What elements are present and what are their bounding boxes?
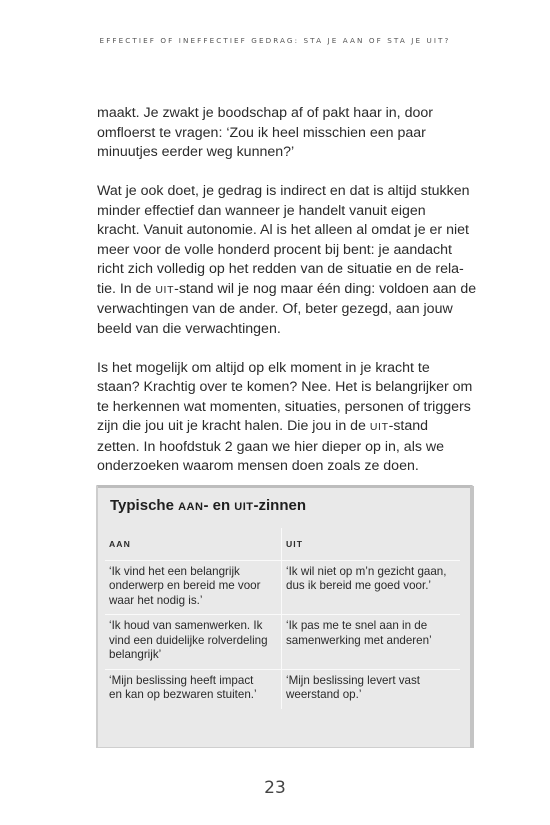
paragraph-2 <box>97 182 477 339</box>
cell-line: ‘Ik houd van samenwerken. Ik <box>109 619 263 632</box>
cell-line: weerstand op.’ <box>286 688 362 701</box>
text-line: Wat je ook doet, je gedrag is indirect en dat is altijd stukken <box>97 183 470 199</box>
text-line: verwachtingen van de ander. Of, beter gezegd, aan jouw <box>97 301 453 317</box>
table-row <box>105 669 460 709</box>
text-line: minuutjes eerder weg kunnen?’ <box>97 144 295 160</box>
table-row <box>105 560 460 615</box>
text-fragment: -stand <box>388 418 429 434</box>
column-header-uit: UIT <box>286 539 304 549</box>
small-caps-uit: UIT <box>369 421 389 433</box>
title-fragment: Typische <box>110 497 179 514</box>
text-line: staan? Krachtig over te komen? Nee. Het is belangrijker om <box>97 379 473 395</box>
table-cell-aan <box>105 670 282 709</box>
title-fragment: - en <box>203 497 235 514</box>
text-line: minder effectief dan wanneer je handelt vanuit eigen <box>97 202 426 219</box>
cell-line: onderwerp en bereid me voor <box>109 579 261 592</box>
text-line <box>97 280 477 301</box>
table-cell-uit <box>282 561 459 615</box>
text-fragment: zijn die jou uit je kracht halen. Die jou in de <box>97 418 370 434</box>
title-fragment: -zinnen <box>253 497 307 514</box>
cell-line: belangrijk’ <box>109 648 162 661</box>
table-header-row <box>105 528 460 560</box>
cell-line: waar het nodig is.’ <box>109 593 203 607</box>
cell-line: ‘Ik wil niet op m’n gezicht gaan, <box>286 564 447 578</box>
box-edge <box>96 486 98 748</box>
cell-line: vind een duidelijke rolverdeling <box>109 633 268 647</box>
small-caps-uit: UIT <box>155 283 175 296</box>
table-cell-uit <box>282 670 459 709</box>
text-line: onderzoeken waarom mensen doen zoals ze doen. <box>97 458 419 474</box>
column-header-aan: AAN <box>105 528 282 560</box>
box-edge <box>96 485 473 488</box>
small-caps-aan: AAN <box>178 501 204 513</box>
phrases-table <box>105 528 460 709</box>
paragraph-3 <box>97 359 477 477</box>
paragraph-1 <box>97 104 477 163</box>
cell-line: ‘Ik pas me te snel aan in de <box>286 619 428 632</box>
text-line: kracht. Vanuit autonomie. Al is het alleen al omdat je er niet <box>97 222 469 238</box>
running-head: EFFECTIEF OF INEFFECTIEF GEDRAG: STA JE AAN OF STA JE UIT? <box>99 36 451 45</box>
text-line: Is het mogelijk om altijd op elk moment in je kracht te <box>97 359 430 376</box>
cell-line: ‘Mijn beslissing heeft impact <box>109 673 254 687</box>
table-cell-aan <box>105 561 282 615</box>
text-line: maakt. Je zwakt je boodschap af of pakt haar in, door <box>97 105 433 121</box>
text-fragment: -stand wil je nog maar één ding: voldoen aan de <box>174 280 477 297</box>
table-row <box>105 614 460 669</box>
box-title <box>110 497 306 514</box>
box-edge <box>470 486 474 748</box>
cell-line: dus ik bereid me goed voor.’ <box>286 579 432 592</box>
page-number: 23 <box>264 778 286 798</box>
cell-line: en kan op bezwaren stuiten.’ <box>109 688 257 701</box>
cell-line: ‘Ik vind het een belangrijk <box>109 564 240 578</box>
text-line <box>97 417 477 438</box>
text-line: te herkennen wat momenten, situaties, personen of triggers <box>97 398 471 415</box>
text-line: beeld van die verwachtingen. <box>97 320 281 337</box>
cell-line: ‘Mijn beslissing levert vast <box>286 673 421 687</box>
small-caps-uit: UIT <box>234 501 254 513</box>
text-fragment: tie. In de <box>97 280 156 297</box>
text-line: zetten. In hoofdstuk 2 gaan we hier dieper op in, als we <box>97 438 445 455</box>
cell-line: samenwerking met anderen’ <box>286 633 432 647</box>
body-text <box>97 104 477 496</box>
text-line: meer voor de volle honderd procent bij bent: je aandacht <box>97 241 452 258</box>
text-line: omfloerst te vragen: ‘Zou ik heel misschien een paar <box>97 124 426 141</box>
table-cell-aan <box>105 615 282 669</box>
text-line: richt zich volledig op het redden van de situatie en de rela- <box>97 261 464 277</box>
table-cell-uit <box>282 615 459 669</box>
